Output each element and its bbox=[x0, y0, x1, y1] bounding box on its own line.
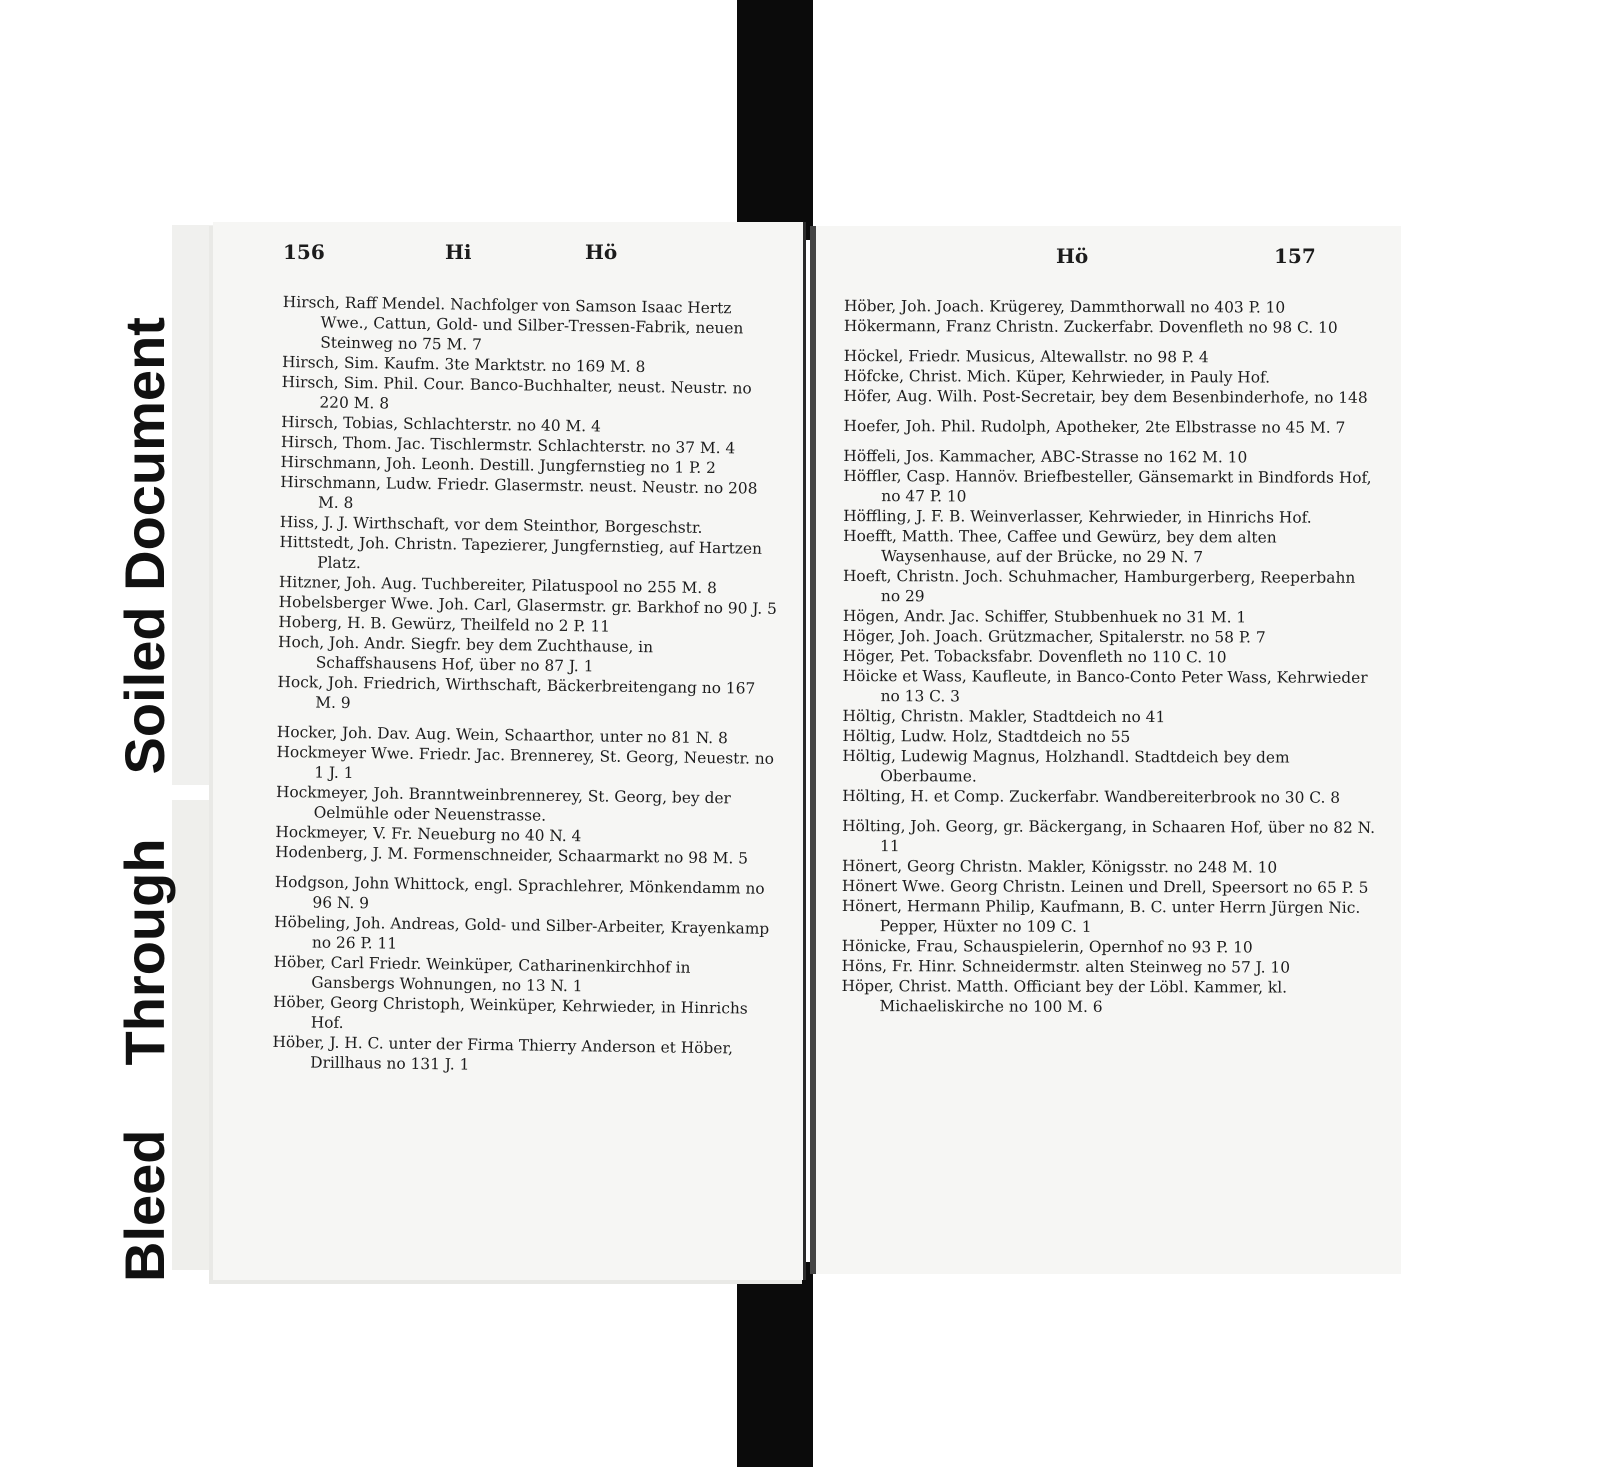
condition-word-soiled: Soiled Document bbox=[112, 317, 176, 775]
directory-entry: Hittstedt, Joh. Christn. Tapezierer, Jungfernstieg, auf Hartzen Platz. bbox=[279, 532, 763, 573]
directory-entry: Hölting, H. et Comp. Zuckerfabr. Wandbereiterbrook no 30 C. 8 bbox=[842, 786, 1341, 807]
page-number: 157 bbox=[1274, 244, 1316, 268]
directory-entry: Höper, Christ. Matth. Officiant bey der Löbl. Kammer, kl. Michaeliskirche no 100 M. 6 bbox=[841, 976, 1288, 1016]
directory-entry: Hönert, Georg Christn. Makler, Königsstr. no 248 M. 10 bbox=[841, 856, 1278, 877]
page-number: 156 bbox=[283, 240, 325, 264]
directory-entry: Hirsch, Tobias, Schlachterstr. no 40 M. 4 bbox=[281, 412, 601, 436]
binding-strip-top bbox=[737, 0, 813, 240]
condition-word-bleed: Bleed bbox=[112, 1129, 176, 1282]
directory-entry: Höffling, J. F. B. Weinverlasser, Kehrwieder, in Hinrichs Hof. bbox=[843, 506, 1312, 527]
directory-entry: Höfer, Aug. Wilh. Post-Secretair, bey dem Besenbinderhofe, no 148 bbox=[843, 386, 1368, 407]
directory-entry: Höffler, Casp. Hannöv. Briefbesteller, Gänsemarkt in Bindfords Hof, no 47 P. 10 bbox=[843, 466, 1372, 506]
directory-entry: Höber, Carl Friedr. Weinküper, Catharinenkirchhof in Gansbergs Wohnungen, no 13 N. 1 bbox=[273, 952, 691, 996]
directory-entry: Höltig, Ludw. Holz, Stadtdeich no 55 bbox=[842, 726, 1131, 747]
directory-entry: Höber, Georg Christoph, Weinküper, Kehrwieder, in Hinrichs Hof. bbox=[272, 992, 748, 1032]
left-page bbox=[213, 222, 806, 1280]
directory-entry: Höger, Pet. Tobacksfabr. Dovenfleth no 110 C. 10 bbox=[842, 646, 1227, 667]
directory-entry: Högen, Andr. Jac. Schiffer, Stubbenhuek no 31 M. 1 bbox=[842, 606, 1247, 627]
directory-entry: Höber, Joh. Joach. Krügerey, Dammthorwall no 403 P. 10 bbox=[843, 297, 1286, 317]
directory-entry: Hockmeyer Wwe. Friedr. Jac. Brennerey, St. Georg, Neuestr. no 1 J. 1 bbox=[276, 742, 775, 783]
directory-entry: Hirsch, Raff Mendel. Nachfolger von Samson Isaac Hertz Wwe., Cattun, Gold- und Silber-Tressen-Fabrik, neuen Steinweg no 75 M. 7 bbox=[282, 292, 744, 354]
directory-entry: Hölting, Joh. Georg, gr. Bäckergang, in Schaaren Hof, über no 82 N. 11 bbox=[842, 816, 1376, 856]
directory-entry: Hoberg, H. B. Gewürz, Theilfeld no 2 P. 11 bbox=[278, 612, 611, 636]
directory-entry: Hiss, J. J. Wirthschaft, vor dem Steinthor, Borgeschstr. bbox=[279, 512, 703, 537]
condition-label bbox=[108, 242, 180, 1282]
directory-entry: Höber, J. H. C. unter der Firma Thierry Anderson et Höber, Drillhaus no 131 J. 1 bbox=[272, 1032, 734, 1074]
directory-entry: Hönicke, Frau, Schauspielerin, Opernhof no 93 P. 10 bbox=[841, 936, 1253, 957]
directory-entries-right bbox=[841, 296, 1379, 1018]
directory-entry: Hoch, Joh. Andr. Siegfr. bey dem Zuchthause, in Schaffshausens Hof, über no 87 J. 1 bbox=[277, 632, 654, 676]
directory-entry: Hoefft, Matth. Thee, Caffee und Gewürz, bey dem alten Waysenhause, auf der Brücke, no 29 N. 7 bbox=[843, 526, 1277, 567]
right-page-header bbox=[816, 244, 1401, 284]
left-page-header bbox=[213, 240, 803, 280]
directory-entry: Hockmeyer, Joh. Branntweinbrennerey, St. Georg, bey der Oelmühle oder Neuenstrasse. bbox=[275, 782, 731, 825]
directory-entries-left bbox=[272, 292, 783, 1079]
directory-entry: Höns, Fr. Hinr. Schneidermstr. alten Steinweg no 57 J. 10 bbox=[841, 956, 1291, 977]
running-head-last: Hö bbox=[585, 240, 618, 264]
directory-entry: Hönert, Hermann Philip, Kaufmann, B. C. unter Herrn Jürgen Nic. Pepper, Hüxter no 109 C. 1 bbox=[841, 896, 1361, 936]
directory-entry: Hocker, Joh. Dav. Aug. Wein, Schaarthor, unter no 81 N. 8 bbox=[276, 722, 728, 748]
directory-entry: Hitzner, Joh. Aug. Tuchbereiter, Pilatuspool no 255 M. 8 bbox=[278, 572, 717, 598]
directory-entry: Hodenberg, J. M. Formenschneider, Schaarmarkt no 98 M. 5 bbox=[275, 842, 749, 868]
directory-entry: Höltig, Christn. Makler, Stadtdeich no 41 bbox=[842, 706, 1166, 727]
directory-entry: Hökermann, Franz Christn. Zuckerfabr. Dovenfleth no 98 C. 10 bbox=[843, 316, 1338, 337]
directory-entry: Höger, Joh. Joach. Grützmacher, Spitalerstr. no 58 P. 7 bbox=[842, 626, 1266, 647]
running-head-first: Hi bbox=[445, 240, 472, 264]
running-head: Hö bbox=[1056, 244, 1089, 268]
right-page bbox=[810, 226, 1401, 1274]
directory-entry: Höffeli, Jos. Kammacher, ABC-Strasse no 162 M. 10 bbox=[843, 446, 1248, 467]
directory-entry: Höicke et Wass, Kaufleute, in Banco-Conto Peter Wass, Kehrwieder no 13 C. 3 bbox=[842, 666, 1368, 706]
condition-word-through: Through bbox=[112, 838, 176, 1066]
directory-entry: Hock, Joh. Friedrich, Wirthschaft, Bäckerbreitengang no 167 M. 9 bbox=[277, 672, 756, 712]
directory-entry: Höfcke, Christ. Mich. Küper, Kehrwieder, in Pauly Hof. bbox=[843, 366, 1271, 387]
directory-entry: Hoeft, Christn. Joch. Schuhmacher, Hamburgerberg, Reeperbahn no 29 bbox=[842, 566, 1356, 606]
directory-entry: Hobelsberger Wwe. Joh. Carl, Glasermstr. gr. Barkhof no 90 J. 5 bbox=[278, 592, 777, 618]
directory-entry: Hockmeyer, V. Fr. Neueburg no 40 N. 4 bbox=[275, 822, 582, 846]
directory-entry: Hirschmann, Joh. Leonh. Destill. Jungfernstieg no 1 P. 2 bbox=[280, 452, 716, 478]
binding-strip-bottom bbox=[737, 1262, 813, 1467]
directory-entry: Höltig, Ludewig Magnus, Holzhandl. Stadtdeich bey dem Oberbaume. bbox=[842, 746, 1290, 786]
directory-entry: Höckel, Friedr. Musicus, Altewallstr. no 98 P. 4 bbox=[843, 346, 1209, 367]
directory-entry: Hirsch, Sim. Phil. Cour. Banco-Buchhalter, neust. Neustr. no 220 M. 8 bbox=[281, 372, 752, 413]
directory-entry: Hirschmann, Ludw. Friedr. Glasermstr. neust. Neustr. no 208 M. 8 bbox=[280, 472, 758, 513]
directory-entry: Höbeling, Joh. Andreas, Gold- und Silber-Arbeiter, Krayenkamp no 26 P. 11 bbox=[274, 912, 770, 953]
directory-entry: Hönert Wwe. Georg Christn. Leinen und Drell, Speersort no 65 P. 5 bbox=[841, 876, 1369, 897]
directory-entry: Hirsch, Sim. Kaufm. 3te Marktstr. no 169 M. 8 bbox=[281, 352, 646, 377]
directory-entry: Hirsch, Thom. Jac. Tischlermstr. Schlachterstr. no 37 M. 4 bbox=[280, 432, 736, 458]
directory-entry: Hodgson, John Whittock, engl. Sprachlehrer, Mönkendamm no 96 N. 9 bbox=[274, 872, 765, 913]
directory-entry: Hoefer, Joh. Phil. Rudolph, Apotheker, 2te Elbstrasse no 45 M. 7 bbox=[843, 416, 1346, 437]
